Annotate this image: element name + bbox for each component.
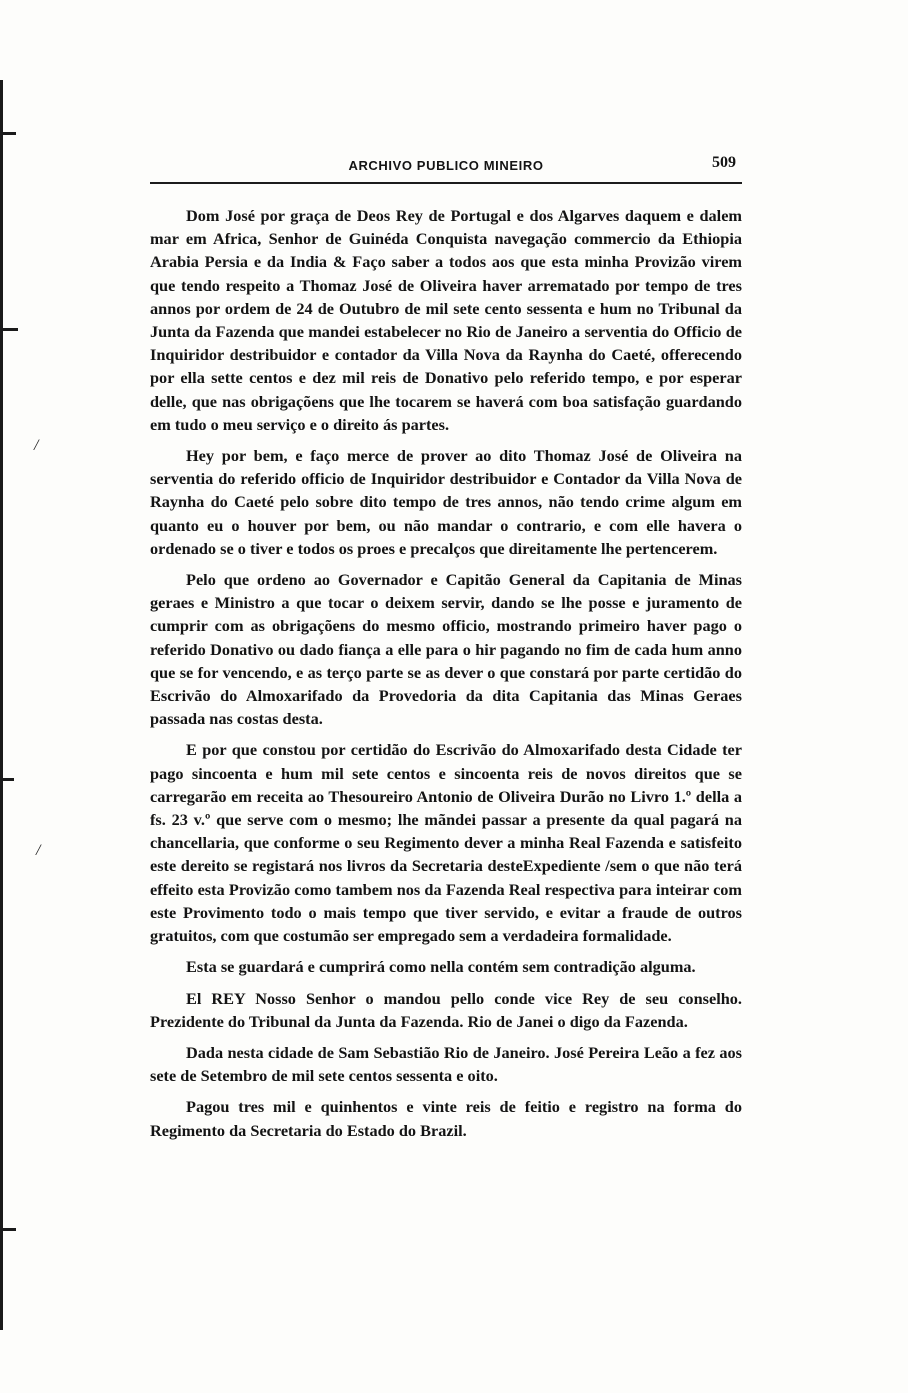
- binding-mark: [0, 1228, 16, 1231]
- margin-mark: /: [34, 437, 39, 454]
- paragraph: Hey por bem, e faço merce de prover ao dito Thomaz José de Oliveira na serventia do referido officio de Inquiridor destribuidor e Contador da Villa Nova de Raynha do Caeté pelo sobre dito tempo de tres annos, não tendo crime algum em quanto eu o houver por bem, ou não mandar o contrario, e com elle havera o ordenado se o tiver e todos os proes e precalços que direitamente lhe pertencerem.: [150, 446, 742, 558]
- paragraph: Pagou tres mil e quinhentos e vinte reis de feitio e registro na forma do Regimento da Secretaria do Estado do Brazil.: [150, 1097, 742, 1140]
- document-body: [150, 204, 742, 1150]
- running-header: [150, 154, 742, 180]
- paragraph: E por que constou por certidão do Escrivão do Almoxarifado desta Cidade ter pago sincoenta e hum mil sete centos e sincoenta reis de novos direitos que se carregarão em receita ao Thesoureiro Antonio de Oliveira Durão no Livro 1.º della a fs. 23 v.º que serve com o mesmo; lhe mãndei passar a presente da qual pagará na chancellaria, que conforme o seu Regimento dever a minha Real Fazenda e satisfeito este dereito se registará nos livros da Secretaria desteExpediente /sem o que não terá effeito esta Provizão como tambem nos da Fazenda Real respectiva para inteirar com este Provimento todo o mais tempo que tiver servido, e evitar a fraude de outros gratuitos, com que costumão ser empregado sem a verdadeira formalidade.: [150, 740, 742, 946]
- binding-mark: [0, 328, 18, 331]
- binding-edge-line: [0, 80, 3, 1330]
- margin-mark: /: [36, 842, 41, 859]
- paragraph: Esta se guardará e cumprirá como nella contém sem contradição alguma.: [186, 957, 696, 977]
- binding-mark: [0, 132, 16, 135]
- header-title: ARCHIVO PUBLICO MINEIRO: [348, 158, 544, 173]
- paragraph: Dom José por graça de Deos Rey de Portugal e dos Algarves daquem e dalem mar em Africa, Senhor de Guinéda Conquista navegação commercio da Ethiopia Arabia Persia e da India & Faço saber a todos aos que esta minha Provizão virem que tendo respeito a Thomaz José de Oliveira haver arrematado por tempo de tres annos por ordem de 24 de Outubro de mil sete cento sessenta e hum no Tribunal da Junta da Fazenda que mandei estabelecer no Rio de Janeiro a serventia do Officio de Inquiridor destribuidor e contador da Villa Nova da Raynha do Caeté, offerecendo por ella sette centos e dez mil reis de Donativo pelo referido tempo, e por esperar delle, que nas obrigaçõens que lhe tocarem se haverá com boa satisfação guardando em tudo o meu serviço e o direito ás partes.: [150, 206, 742, 434]
- paragraph: Pelo que ordeno ao Governador e Capitão General da Capitania de Minas geraes e Ministro a que tocar o deixem servir, dando se lhe posse e juramento de cumprir com as obrigaçõens do mesmo officio, mostrando primeiro haver pago o referido Donativo ou dado fiança a elle para o hir pagando no fim de cada hum anno que se for vencendo, e as terço parte se as dever o que constará por parte certidão do Escrivão do Almoxarifado da Provedoria da dita Capitania das Minas Geraes passada nas costas desta.: [150, 570, 742, 729]
- header-rule: [150, 182, 742, 184]
- binding-mark: [0, 778, 14, 781]
- paragraph: Dada nesta cidade de Sam Sebastião Rio de Janeiro. José Pereira Leão a fez aos sete de Setembro de mil sete centos sessenta e oito.: [150, 1042, 742, 1086]
- paragraph: El REY Nosso Senhor o mandou pello conde vice Rey de seu conselho. Prezidente do Tribunal da Junta da Fazenda. Rio de Janei o digo da Fazenda.: [150, 988, 742, 1031]
- page-number: 509: [712, 154, 736, 171]
